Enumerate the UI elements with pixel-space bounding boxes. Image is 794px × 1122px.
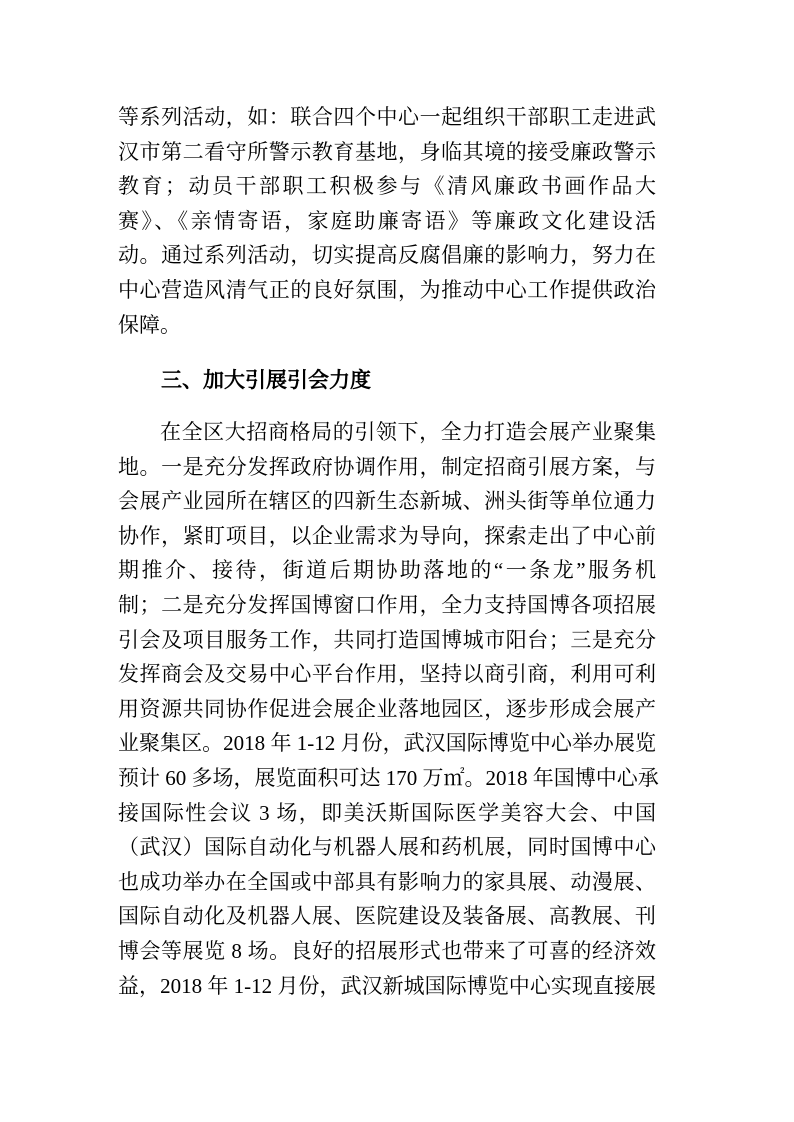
paragraph-line: 会展产业园所在辖区的四新生态新城、洲头街等单位通力 <box>118 489 656 514</box>
paragraph-line: 赛》、《亲情寄语，家庭助廉寄语》等廉政文化建设活 <box>118 208 656 233</box>
paragraph-line: 在全区大招商格局的引领下，全力打造会展产业聚集 <box>160 420 656 444</box>
paragraph-line: 保障。 <box>118 312 181 337</box>
paragraph-line: （武汉）国际自动化与机器人展和药机展，同时国博中心 <box>118 835 656 860</box>
paragraph-line: 预计 60 多场，展览面积可达 170 万㎡。2018 年国博中心承 <box>118 765 659 790</box>
paragraph-line: 教育；动员干部职工积极参与《清风廉政书画作品大 <box>118 174 656 199</box>
paragraph-line: 国际自动化及机器人展、医院建设及装备展、高教展、刊 <box>118 904 656 929</box>
paragraph-line: 动。通过系列活动，切实提高反腐倡廉的影响力，努力在 <box>118 243 656 268</box>
paragraph-line: 制；二是充分发挥国博窗口作用，全力支持国博各项招展 <box>118 592 656 617</box>
paragraph-line: 汉市第二看守所警示教育基地，身临其境的接受廉政警示 <box>118 139 656 164</box>
continuation-paragraph <box>118 100 656 342</box>
paragraph-line: 业聚集区。2018 年 1-12 月份，武汉国际博览中心举办展览 <box>118 731 656 756</box>
paragraph-line: 协作，紧盯项目，以企业需求为导向，探索走出了中心前 <box>118 523 656 548</box>
paragraph-line: 等系列活动，如：联合四个中心一起组织干部职工走进武 <box>118 105 656 129</box>
paragraph-line: 中心营造风清气正的良好氛围，为推动中心工作提供政治 <box>118 277 656 302</box>
paragraph-line: 用资源共同协作促进会展企业落地园区，逐步形成会展产 <box>118 696 656 721</box>
section-paragraph <box>118 415 659 1003</box>
paragraph-line: 也成功举办在全国或中部具有影响力的家具展、动漫展、 <box>118 869 656 894</box>
paragraph-line: 接国际性会议 3 场，即美沃斯国际医学美容大会、中国 <box>118 800 656 825</box>
paragraph-line: 地。一是充分发挥政府协调作用，制定招商引展方案，与 <box>118 454 656 479</box>
paragraph-line: 引会及项目服务工作，共同打造国博城市阳台；三是充分 <box>118 627 656 652</box>
paragraph-line: 博会等展览 8 场。良好的招展形式也带来了可喜的经济效 <box>118 938 656 963</box>
paragraph-line: 发挥商会及交易中心平台作用，坚持以商引商，利用可利 <box>118 662 656 687</box>
paragraph-line: 期推介、接待，街道后期协助落地的“一条龙”服务机 <box>118 558 656 583</box>
paragraph-line: 益，2018 年 1-12 月份，武汉新城国际博览中心实现直接展 <box>118 973 656 998</box>
section-heading: 三、加大引展引会力度 <box>161 369 371 392</box>
